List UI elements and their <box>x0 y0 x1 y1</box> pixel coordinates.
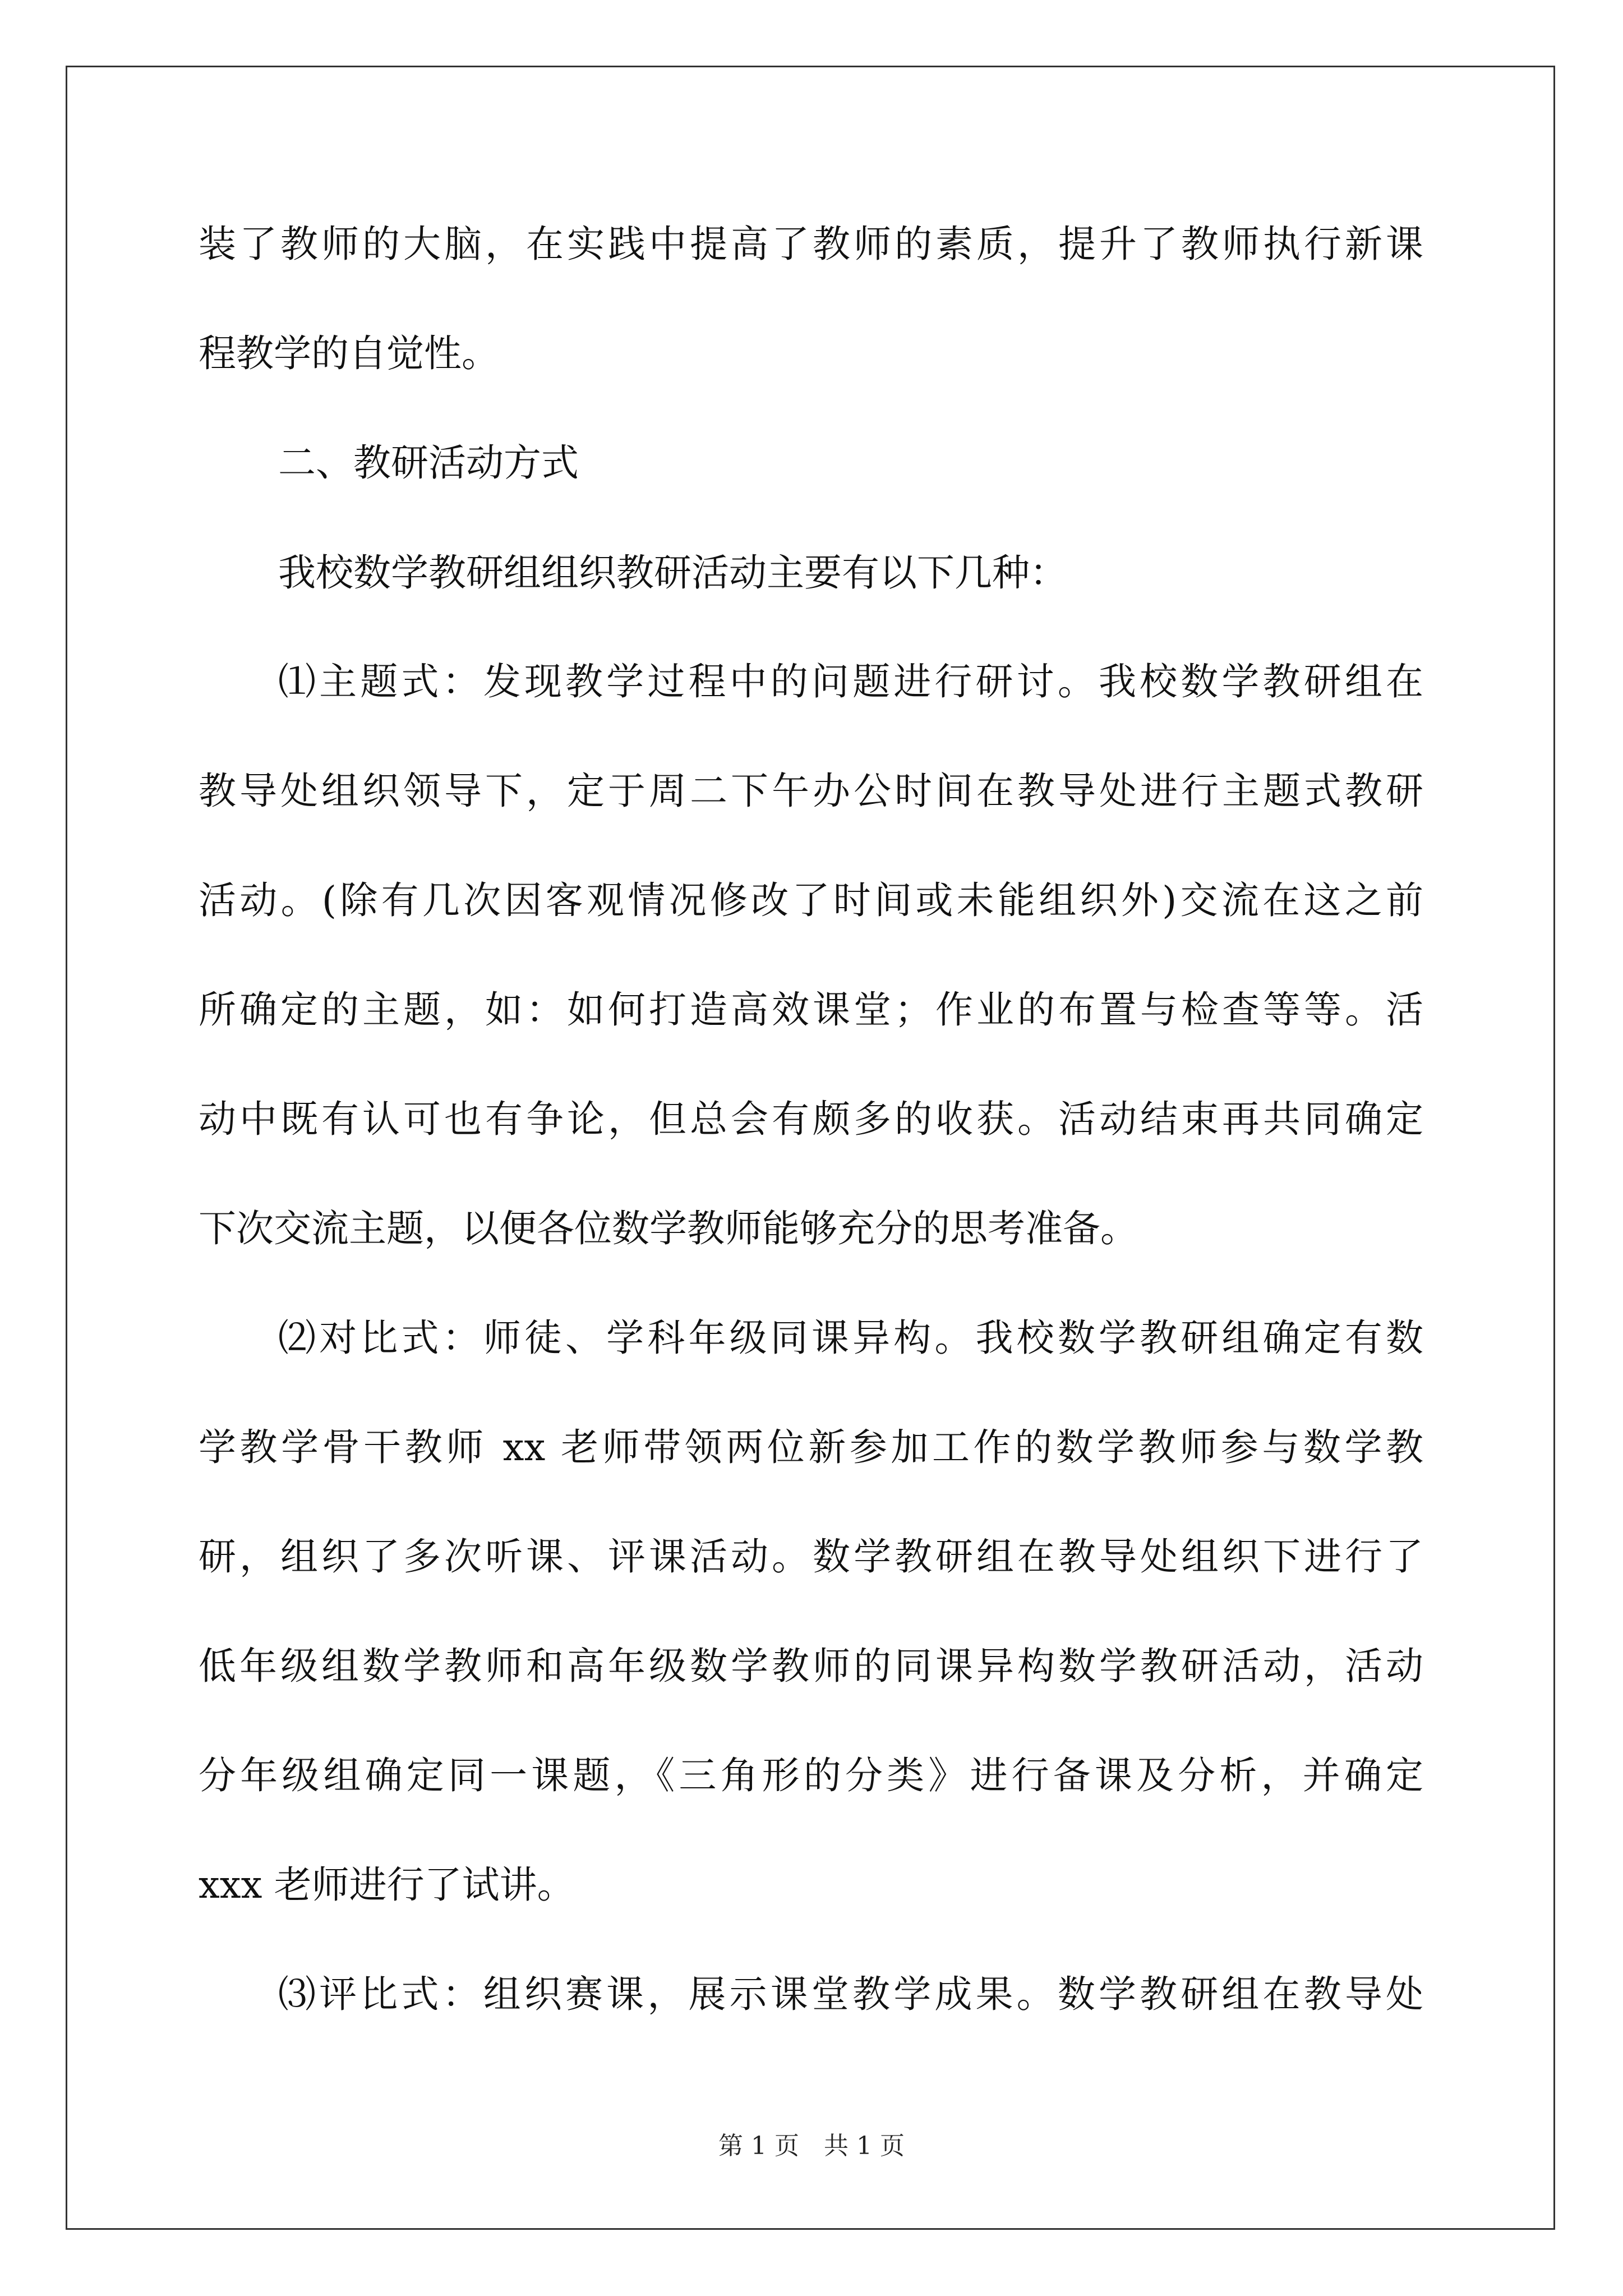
text-line-8: 所确定的主题，如：如何打造高效课堂；作业的布置与检查等等。活 <box>199 988 1423 1032</box>
text-line-17: ⑶评比式：组织赛课，展示课堂教学成果。数学教研组在教导处 <box>278 1972 1423 2016</box>
text-line-2: 程教学的自觉性。 <box>199 332 499 375</box>
text-line-1: 装了教师的大脑，在实践中提高了教师的素质，提升了教师执行新课 <box>199 222 1423 266</box>
text-line-11: ⑵对比式：师徒、学科年级同课异构。我校数学教研组确定有数 <box>278 1316 1423 1360</box>
text-line-13: 研，组织了多次听课、评课活动。数学教研组在教导处组织下进行了 <box>199 1535 1423 1579</box>
text-line-5: ⑴主题式：发现教学过程中的问题进行研讨。我校数学教研组在 <box>278 660 1423 703</box>
text-line-15: 分年级组确定同一课题，《三角形的分类》进行备课及分析，并确定 <box>199 1754 1423 1797</box>
text-line-7: 活动。(除有几次因客观情况修改了时间或未能组织外)交流在这之前 <box>199 878 1423 922</box>
text-line-10: 下次交流主题，以便各位数学教师能够充分的思考准备。 <box>199 1207 1138 1250</box>
section-heading: 二、教研活动方式 <box>278 441 579 485</box>
text-line-16: xxx 老师进行了试讲。 <box>199 1863 575 1907</box>
text-line-12: 学教学骨干教师 xx 老师带领两位新参加工作的数学教师参与数学教 <box>199 1425 1423 1469</box>
text-line-4: 我校数学教研组组织教研活动主要有以下几种： <box>278 551 1067 595</box>
text-line-6: 教导处组织领导下，定于周二下午办公时间在教导处进行主题式教研 <box>199 769 1423 813</box>
page-footer: 第 1 页 共 1 页 <box>718 2132 905 2160</box>
text-line-14: 低年级组数学教师和高年级数学教师的同课异构数学教研活动，活动 <box>199 1644 1423 1688</box>
text-line-9: 动中既有认可也有争论，但总会有颇多的收获。活动结束再共同确定 <box>199 1097 1423 1141</box>
